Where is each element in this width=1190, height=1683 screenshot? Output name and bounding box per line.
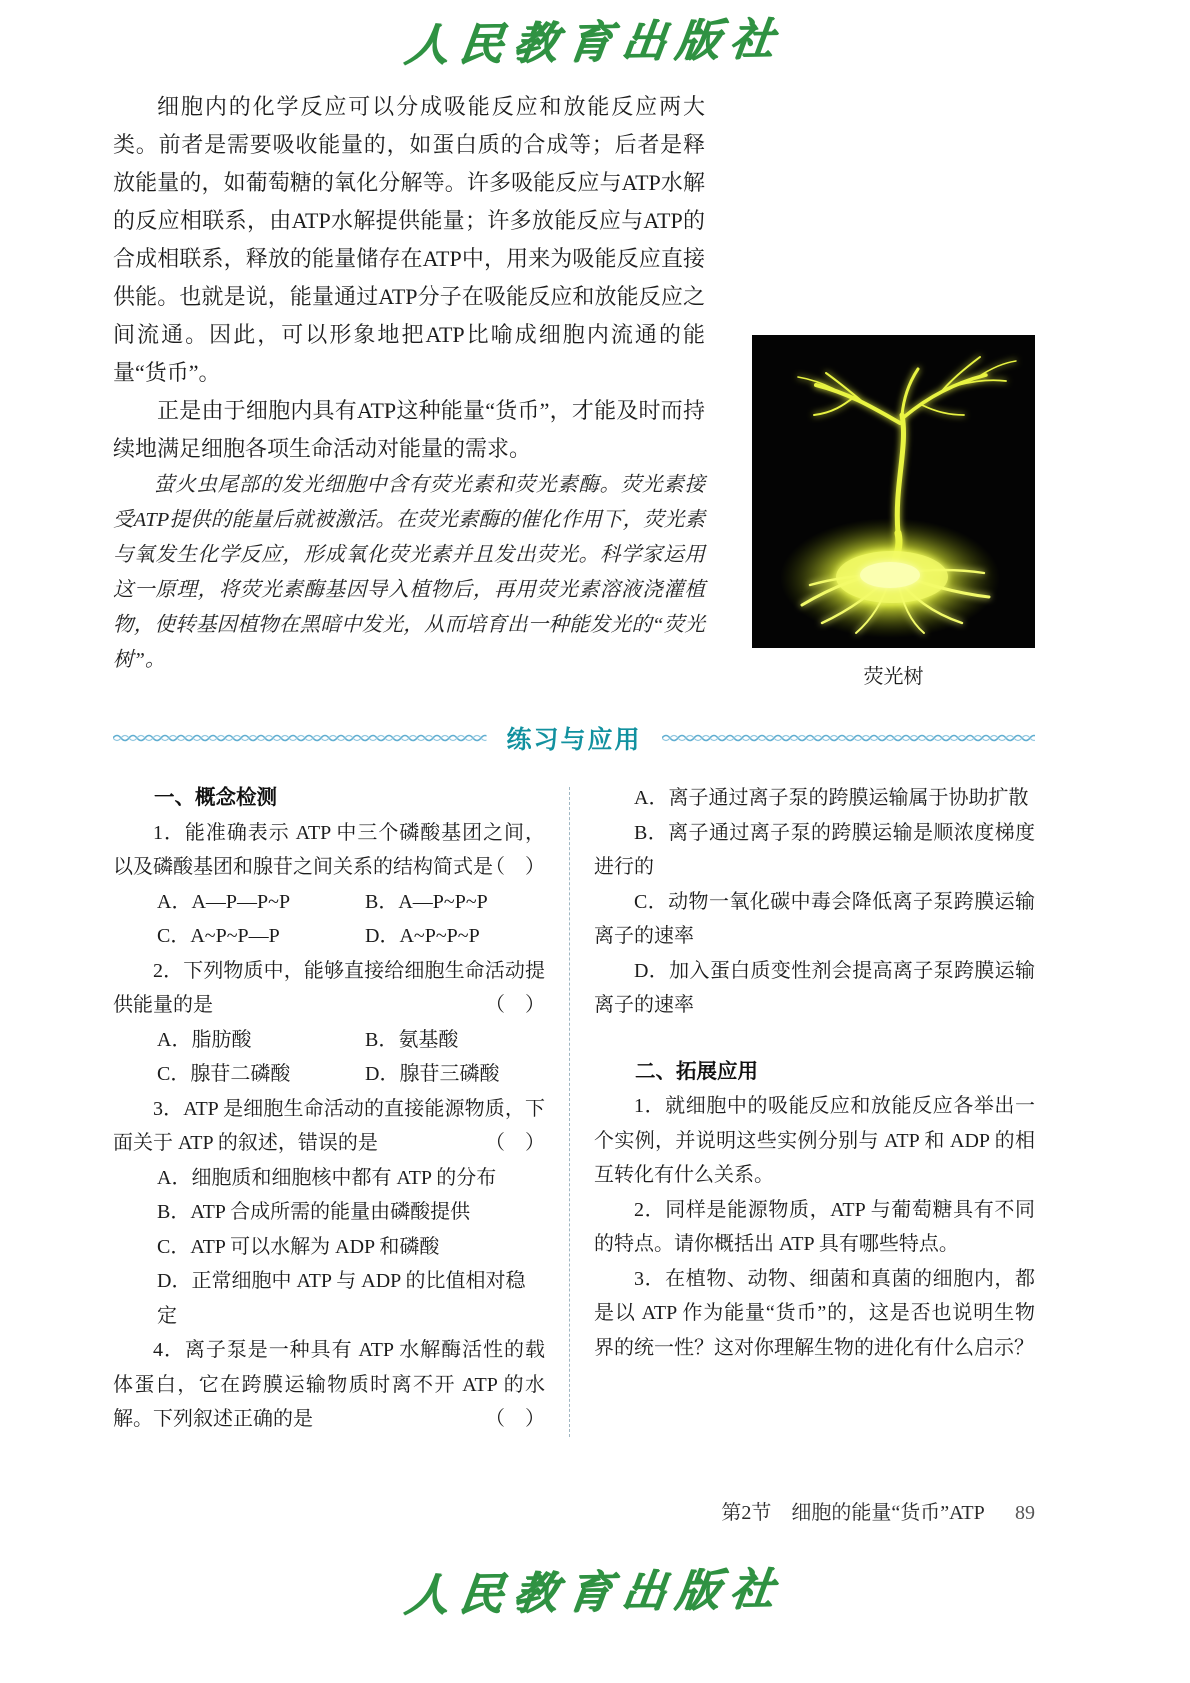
publisher-logo-top: 人民教育出版社 [401, 13, 788, 72]
question-1-text: 1．能准确表示 ATP 中三个磷酸基团之间，以及磷酸基团和腺苷之间关系的结构简式是 [113, 821, 545, 878]
option-3d: D．正常细胞中 ATP 与 ADP 的比值相对稳定 [157, 1270, 526, 1327]
question-2-options [113, 1023, 545, 1092]
paragraph-firefly-sidebar: 萤火虫尾部的发光细胞中含有荧光素和荧光素酶。荧光素接受ATP提供的能量后就被激活。在荧光素酶的催化作用下，荧光素与氧发生化学反应，形成氧化荧光素并且发出荧光。科学家运用这一原理，将荧光素酶基因导入植物后，再用荧光素溶液浇灌植物，使转基因植物在黑暗中发光，从而培育出一种能发光的“荧光树”。 [113, 474, 705, 671]
option-1c: C．A~P~P—P [157, 925, 280, 947]
question-1-answer-blank: （ ） [485, 856, 545, 878]
wave-line-left [113, 732, 487, 744]
figure-caption: 荧光树 [863, 666, 924, 688]
column-divider [569, 787, 570, 1437]
option-1d: D．A~P~P~P [365, 925, 480, 947]
option-4c: C．动物一氧化碳中毒会降低离子泵跨膜运输离子的速率 [594, 890, 1035, 947]
extension-heading: 二、拓展应用 [635, 1059, 758, 1083]
header-logo-band [0, 6, 1190, 70]
footer-logo-band [0, 1556, 1190, 1620]
option-4b: B．离子通过离子泵的跨膜运输是顺浓度梯度进行的 [594, 821, 1035, 878]
question-3-options [113, 1161, 545, 1334]
exercise-column-left [113, 781, 545, 1437]
exercises-divider [113, 721, 1035, 755]
exercise-columns [113, 781, 1035, 1437]
option-4a: A．离子通过离子泵的跨膜运输属于协助扩散 [634, 787, 1029, 809]
question-1-options [113, 885, 545, 954]
question-3-stem [113, 1092, 545, 1161]
footer-section-title: 第2节 细胞的能量“货币”ATP [721, 1502, 984, 1524]
paragraph-energy-reactions: 细胞内的化学反应可以分成吸能反应和放能反应两大类。前者是需要吸收能量的，如蛋白质的合成等；后者是释放能量的，如葡萄糖的氧化分解等。许多吸能反应与ATP水解的反应相联系，由ATP水解提供能量；许多放能反应与ATP的合成相联系，释放的能量储存在ATP中，用来为吸能反应直接供能。也就是说，能量通过ATP分子在吸能反应和放能反应之间流通。因此，可以形象地把ATP比喻成细胞内流通的能量“货币”。 [113, 94, 705, 385]
option-4d: D．加入蛋白质变性剂会提高离子泵跨膜运输离子的速率 [594, 959, 1035, 1016]
extension-question-2: 2．同样是能源物质，ATP 与葡萄糖具有不同的特点。请你概括出 ATP 具有哪些特点。 [594, 1198, 1035, 1255]
extension-question-1: 1．就细胞中的吸能反应和放能反应各举出一个实例，并说明这些实例分别与 ATP 和 ADP 的相互转化有什么关系。 [594, 1095, 1035, 1186]
option-2d: D．腺苷三磷酸 [365, 1063, 500, 1085]
question-4-text: 4．离子泵是一种具有 ATP 水解酶活性的载体蛋白，它在跨膜运输物质时离不开 ATP 的水解。下列叙述正确的是 [113, 1339, 545, 1430]
option-3a: A．细胞质和细胞核中都有 ATP 的分布 [157, 1166, 497, 1189]
figure-fluorescent-tree [752, 335, 1035, 689]
question-1-stem [113, 816, 545, 885]
question-3-text: 3．ATP 是细胞生命活动的直接能源物质，下面关于 ATP 的叙述，错误的是 [113, 1097, 545, 1154]
option-2b: B．氨基酸 [365, 1028, 459, 1051]
option-3b: B．ATP 合成所需的能量由磷酸提供 [157, 1201, 471, 1223]
extension-question-3: 3．在植物、动物、细菌和真菌的细胞内，都是以 ATP 作为能量“货币”的，这是否也说明生物界的统一性？这对你理解生物的进化有什么启示？ [594, 1267, 1035, 1359]
wave-line-right [662, 732, 1036, 744]
article-section [113, 88, 1035, 689]
exercise-column-right [594, 781, 1035, 1437]
question-2-stem [113, 954, 545, 1023]
paragraph-atp-currency: 正是由于细胞内具有ATP这种能量“货币”，才能及时而持续地满足细胞各项生命活动对能量的需求。 [113, 398, 705, 461]
question-4-answer-blank: （ ） [485, 1408, 545, 1430]
page-footer [113, 1496, 1035, 1525]
question-2-text: 2．下列物质中，能够直接给细胞生命活动提供能量的是 [113, 959, 545, 1016]
fluorescent-tree-illustration [752, 335, 1035, 648]
exercises-section-title: 练习与应用 [506, 726, 642, 754]
question-3-answer-blank: （ ） [485, 1132, 545, 1154]
option-2a: A．脂肪酸 [157, 1028, 252, 1051]
article-text-column [113, 88, 705, 678]
publisher-logo-bottom: 人民教育出版社 [401, 1563, 788, 1622]
question-4-stem [113, 1333, 545, 1437]
option-1a: A．A—P—P~P [157, 890, 291, 913]
fluorescent-tree-image [752, 335, 1035, 648]
option-1b: B．A—P~P~P [365, 890, 488, 913]
option-2c: C．腺苷二磷酸 [157, 1063, 291, 1085]
option-3c: C．ATP 可以水解为 ADP 和磷酸 [157, 1235, 440, 1258]
page-content [113, 88, 1035, 1437]
question-2-answer-blank: （ ） [485, 994, 545, 1016]
footer-page-number: 89 [1015, 1502, 1035, 1524]
concept-check-heading: 一、概念检测 [154, 786, 277, 809]
